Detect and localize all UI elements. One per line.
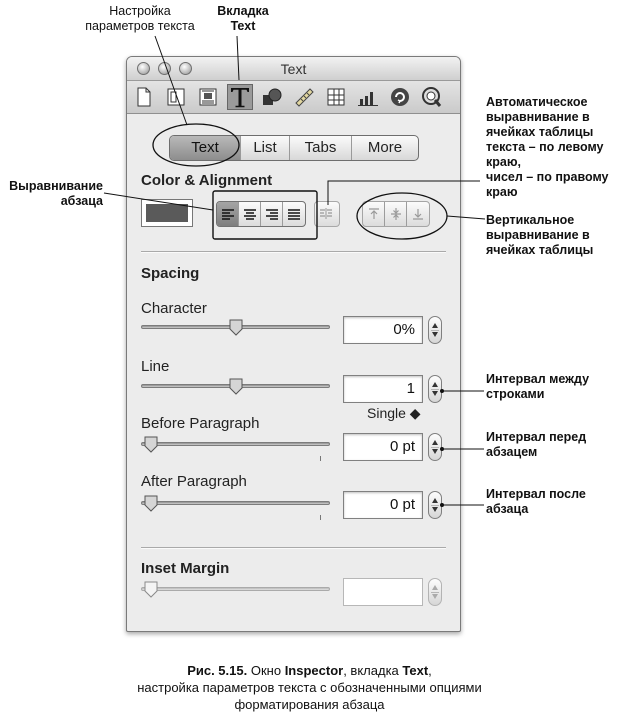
inspector-window (126, 56, 461, 632)
line-label: Line (141, 358, 170, 375)
table-icon (326, 87, 346, 107)
line-stepper[interactable] (428, 375, 442, 403)
align-right-button[interactable] (261, 202, 283, 226)
paragraph-alignment-control (216, 201, 306, 227)
wrap-inspector-button[interactable] (195, 84, 221, 110)
caption-line-2: настройка параметров текста с обозначенными опциями (137, 680, 482, 695)
figure-caption (0, 662, 619, 713)
after-paragraph-label: After Paragraph (141, 473, 247, 490)
caption-window: Окно (250, 663, 282, 678)
after-paragraph-stepper[interactable] (428, 491, 442, 519)
character-label: Character (141, 300, 207, 317)
valign-middle-icon (390, 208, 402, 220)
metrics-inspector-button[interactable] (291, 84, 317, 110)
layout-icon (166, 87, 186, 107)
text-color-well[interactable] (141, 199, 193, 227)
annotation-after-interval: Интервал после абзаца (486, 487, 586, 516)
valign-middle-button[interactable] (385, 202, 407, 226)
after-paragraph-slider-knob[interactable] (144, 495, 158, 512)
line-field[interactable]: 1 (343, 375, 423, 403)
before-paragraph-label: Before Paragraph (141, 415, 260, 432)
text-color-swatch (146, 204, 188, 222)
quicktime-inspector-button[interactable] (419, 84, 445, 110)
auto-align-control (314, 201, 340, 227)
annotation-vertical-align: Вертикальное выравнивание в ячейках таблицы (486, 213, 594, 257)
table-inspector-button[interactable] (323, 84, 349, 110)
window-title: Text (280, 61, 307, 77)
line-slider-knob[interactable] (229, 378, 243, 395)
inset-margin-slider[interactable] (141, 587, 330, 591)
caption-fig-number: Рис. 5.15. (187, 663, 248, 678)
document-inspector-button[interactable] (131, 84, 157, 110)
color-alignment-heading: Color & Alignment (141, 172, 273, 189)
valign-bottom-icon (412, 208, 424, 220)
slider-tick (320, 456, 321, 461)
align-justify-icon (288, 209, 300, 220)
auto-align-icon (319, 208, 333, 220)
align-left-button[interactable] (217, 202, 239, 226)
inset-margin-stepper[interactable] (428, 578, 442, 606)
tab-list[interactable]: List (241, 136, 290, 160)
caption-comma: , (428, 663, 432, 678)
graphic-inspector-button[interactable] (259, 84, 285, 110)
valign-top-icon (368, 208, 380, 220)
before-paragraph-slider-knob[interactable] (144, 436, 158, 453)
before-paragraph-field[interactable]: 0 pt (343, 433, 423, 461)
wrap-icon (198, 87, 218, 107)
spacing-heading: Spacing (141, 265, 200, 282)
before-paragraph-slider[interactable] (141, 442, 330, 446)
line-spacing-mode-popup[interactable]: Single ◆ (367, 405, 421, 421)
character-stepper[interactable] (428, 316, 442, 344)
quicktime-icon (421, 86, 443, 108)
document-icon (135, 87, 153, 107)
link-inspector-button[interactable] (387, 84, 413, 110)
text-inspector-button[interactable] (227, 84, 253, 110)
section-divider (141, 547, 446, 549)
title-bar (127, 57, 460, 81)
align-center-button[interactable] (239, 202, 261, 226)
inset-margin-field[interactable] (343, 578, 423, 606)
text-icon (229, 85, 251, 109)
annotation-text-tab: Вкладка Text (217, 4, 269, 33)
annotation-before-interval: Интервал перед абзацем (486, 430, 587, 459)
before-paragraph-stepper[interactable] (428, 433, 442, 461)
link-icon (389, 86, 411, 108)
tab-tabs[interactable]: Tabs (290, 136, 352, 160)
metrics-icon (293, 86, 315, 108)
section-divider (141, 251, 446, 253)
slider-tick (320, 515, 321, 520)
align-left-icon (222, 209, 234, 220)
align-center-icon (244, 209, 256, 220)
annotation-auto-align: Автоматическое выравнивание в ячейках таблицы текста – по левому краю, чисел – по правому краю (486, 95, 609, 199)
inset-margin-heading: Inset Margin (141, 560, 230, 577)
tab-text[interactable]: Text (170, 136, 241, 160)
tab-more[interactable]: More (367, 139, 403, 156)
annotation-line-interval: Интервал между строками (486, 372, 590, 401)
vertical-alignment-control (362, 201, 430, 227)
graphic-icon (261, 87, 283, 107)
valign-top-button[interactable] (363, 202, 385, 226)
inset-margin-slider-knob[interactable] (144, 581, 158, 598)
chart-inspector-button[interactable] (355, 84, 381, 110)
chart-icon (357, 87, 379, 107)
character-slider-knob[interactable] (229, 319, 243, 336)
caption-tab-word: , вкладка (343, 663, 399, 678)
caption-line-1 (0, 662, 619, 679)
valign-bottom-button[interactable] (407, 202, 429, 226)
character-field[interactable]: 0% (343, 316, 423, 344)
annotation-text-settings: Настройка параметров текста (85, 4, 195, 33)
auto-align-button[interactable] (315, 202, 337, 226)
align-right-icon (266, 209, 278, 220)
layout-inspector-button[interactable] (163, 84, 189, 110)
after-paragraph-slider[interactable] (141, 501, 330, 505)
after-paragraph-field[interactable]: 0 pt (343, 491, 423, 519)
caption-line-3: форматирования абзаца (234, 697, 385, 712)
annotation-paragraph-align: Выравнивание абзаца (9, 179, 103, 208)
caption-inspector: Inspector (284, 663, 344, 678)
inspector-toolbar (127, 81, 460, 114)
caption-text-word: Text (402, 663, 429, 678)
align-justify-button[interactable] (283, 202, 305, 226)
inspector-subtabs (169, 135, 419, 161)
